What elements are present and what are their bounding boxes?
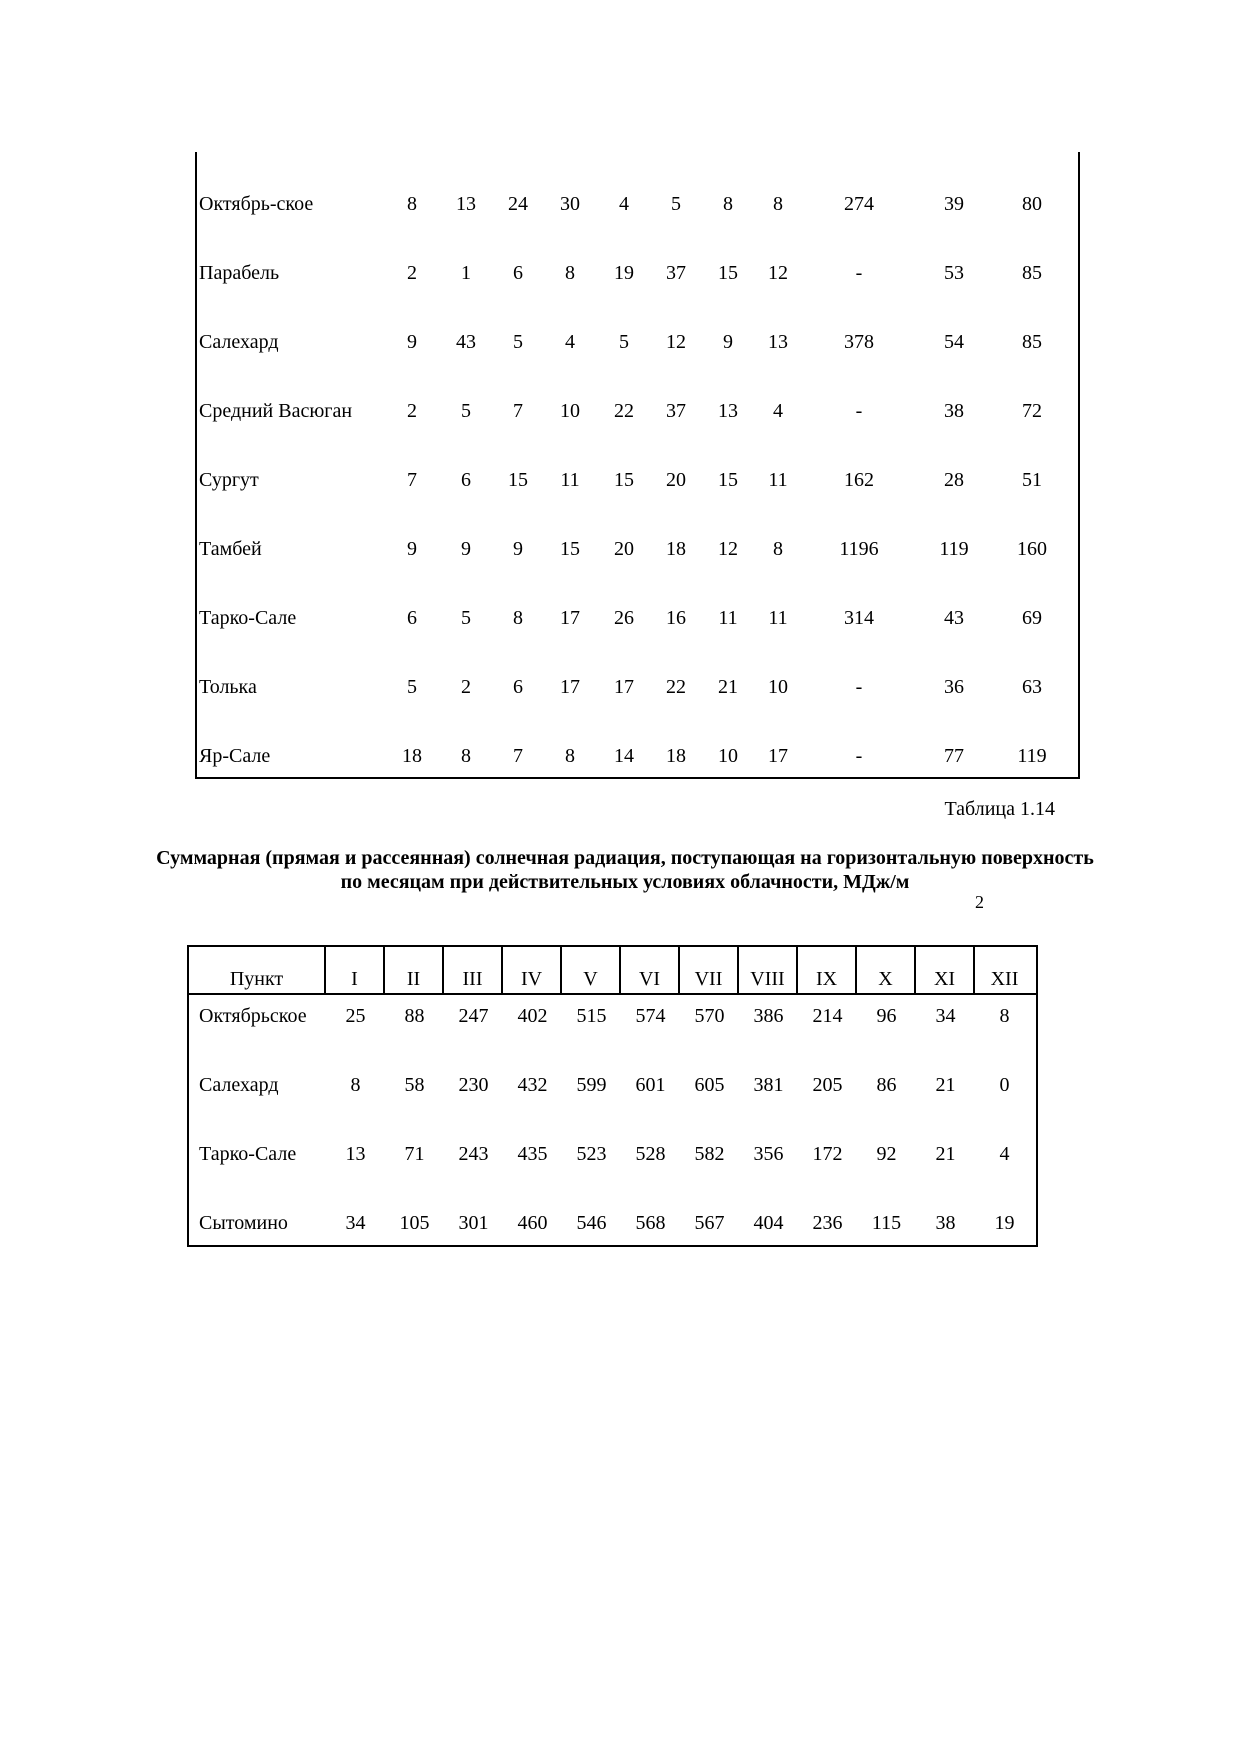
table-row xyxy=(197,598,1078,638)
table-cell: 20 xyxy=(666,469,686,491)
table-cell: 7 xyxy=(407,469,417,491)
table-cell: 236 xyxy=(812,1212,843,1234)
station-name: Сытомино xyxy=(199,1212,288,1234)
table-cell: 24 xyxy=(508,193,528,215)
table-cell: 34 xyxy=(345,1212,366,1234)
table-cell: 172 xyxy=(812,1143,843,1165)
table-cell: 9 xyxy=(407,538,417,560)
table-cell: 34 xyxy=(935,1005,956,1027)
table-cell: 80 xyxy=(1022,193,1042,215)
header-month: III xyxy=(444,947,503,993)
table-row xyxy=(197,460,1078,500)
table-cell: 12 xyxy=(768,262,788,284)
table-cell: 39 xyxy=(944,193,964,215)
table-cell: 88 xyxy=(404,1005,425,1027)
station-name: Толька xyxy=(199,676,257,698)
table-cell: 160 xyxy=(1017,538,1047,560)
table-cell: 25 xyxy=(345,1005,366,1027)
table-cell: 15 xyxy=(614,469,634,491)
table-cell: 17 xyxy=(560,676,580,698)
table-cell: 5 xyxy=(461,400,471,422)
table-cell: 214 xyxy=(812,1005,843,1027)
station-name: Тамбей xyxy=(199,538,262,560)
table-cell: 53 xyxy=(944,262,964,284)
table-cell: 85 xyxy=(1022,262,1042,284)
table-cell: 8 xyxy=(723,193,733,215)
table-cell: 30 xyxy=(560,193,580,215)
table-cell: 18 xyxy=(666,538,686,560)
table-cell: 21 xyxy=(935,1074,956,1096)
table-cell: 12 xyxy=(718,538,738,560)
table-cell: 43 xyxy=(456,331,476,353)
table-cell: 568 xyxy=(635,1212,666,1234)
table-cell: 1196 xyxy=(839,538,879,560)
table-cell: 247 xyxy=(458,1005,489,1027)
table-cell: 51 xyxy=(1022,469,1042,491)
table-cell: 36 xyxy=(944,676,964,698)
table-cell: 1 xyxy=(461,262,471,284)
table-cell: 8 xyxy=(773,193,783,215)
table-cell: 546 xyxy=(576,1212,607,1234)
table-cell: 37 xyxy=(666,400,686,422)
table-cell: 8 xyxy=(999,1005,1010,1027)
header-month: XII xyxy=(990,968,1019,990)
table-cell: - xyxy=(855,262,863,284)
header-month: II xyxy=(385,947,444,993)
station-name: Средний Васюган xyxy=(199,400,353,422)
table-cell: 582 xyxy=(694,1143,725,1165)
table-cell: 243 xyxy=(458,1143,489,1165)
table-cell: 7 xyxy=(513,400,523,422)
table-cell: 38 xyxy=(935,1212,956,1234)
table-cell: 13 xyxy=(768,331,788,353)
table-cell: 314 xyxy=(844,607,874,629)
table-cell: 26 xyxy=(614,607,634,629)
table-cell: 17 xyxy=(768,745,788,767)
table-cell: 20 xyxy=(614,538,634,560)
station-name: Салехард xyxy=(199,331,279,353)
table-cell: 8 xyxy=(565,262,575,284)
table-cell: 404 xyxy=(753,1212,784,1234)
header-month: VI xyxy=(621,947,680,993)
table-cell: 599 xyxy=(576,1074,607,1096)
header-station: Пункт xyxy=(189,947,326,993)
table-cell: 5 xyxy=(671,193,681,215)
table-row xyxy=(189,1134,1036,1174)
table-cell: 16 xyxy=(666,607,686,629)
table-cell: 77 xyxy=(944,745,964,767)
table-cell: 162 xyxy=(844,469,874,491)
table-cell: 4 xyxy=(999,1143,1010,1165)
table-row xyxy=(189,1203,1036,1243)
table-cell: 230 xyxy=(458,1074,489,1096)
table-cell: 378 xyxy=(844,331,874,353)
table-cell: 5 xyxy=(513,331,523,353)
table-cell: 21 xyxy=(718,676,738,698)
table-cell: 13 xyxy=(718,400,738,422)
table-cell: 2 xyxy=(407,262,417,284)
table-cell: 8 xyxy=(461,745,471,767)
table-cell: 5 xyxy=(619,331,629,353)
table-cell: 9 xyxy=(461,538,471,560)
table-cell: 28 xyxy=(944,469,964,491)
station-name: Парабель xyxy=(199,262,280,284)
table-cell: 119 xyxy=(1017,745,1047,767)
table-cell: 43 xyxy=(944,607,964,629)
table-cell: 12 xyxy=(666,331,686,353)
header-month: V xyxy=(562,947,621,993)
table-row xyxy=(197,322,1078,362)
header-month: IX xyxy=(798,947,857,993)
table-cell: 19 xyxy=(994,1212,1015,1234)
table-cell: 570 xyxy=(694,1005,725,1027)
table-cell: 6 xyxy=(513,676,523,698)
table-cell: 17 xyxy=(614,676,634,698)
table-cell: 69 xyxy=(1022,607,1042,629)
table-cell: - xyxy=(855,400,863,422)
header-month: IV xyxy=(503,947,562,993)
table-cell: 92 xyxy=(876,1143,897,1165)
table-cell: 10 xyxy=(768,676,788,698)
table-cell: 8 xyxy=(513,607,523,629)
table-cell: 432 xyxy=(517,1074,548,1096)
station-name: Тарко-Сале xyxy=(199,1143,297,1165)
table-cell: 301 xyxy=(458,1212,489,1234)
table-cell: 37 xyxy=(666,262,686,284)
table-cell: 4 xyxy=(565,331,575,353)
table-cell: 528 xyxy=(635,1143,666,1165)
table-row xyxy=(197,253,1078,293)
table-cell: 21 xyxy=(935,1143,956,1165)
table-cell: 356 xyxy=(753,1143,784,1165)
header-month: I xyxy=(326,947,385,993)
station-name: Сургут xyxy=(199,469,259,491)
station-name: Октябрьское xyxy=(199,1005,307,1027)
table-bottom-border xyxy=(195,777,1080,779)
station-name: Яр-Сале xyxy=(199,745,271,767)
table-cell: 8 xyxy=(407,193,417,215)
table-cell: 515 xyxy=(576,1005,607,1027)
table-cell: 86 xyxy=(876,1074,897,1096)
table-cell: 574 xyxy=(635,1005,666,1027)
table-cell: 15 xyxy=(718,262,738,284)
table-cell: 19 xyxy=(614,262,634,284)
station-name: Салехард xyxy=(199,1074,279,1096)
table-cell: 4 xyxy=(773,400,783,422)
header-month: VII xyxy=(680,947,739,993)
table-cell: - xyxy=(855,676,863,698)
table-cell: 13 xyxy=(345,1143,366,1165)
solar-radiation-table xyxy=(187,945,1038,1247)
table-cell: 96 xyxy=(876,1005,897,1027)
table-cell: 115 xyxy=(871,1212,902,1234)
table-row xyxy=(197,391,1078,431)
table-cell: 18 xyxy=(666,745,686,767)
table-cell: 15 xyxy=(560,538,580,560)
table-cell: 4 xyxy=(619,193,629,215)
table-cell: 13 xyxy=(456,193,476,215)
table-row xyxy=(189,1065,1036,1105)
table-row xyxy=(197,184,1078,224)
table-cell: 22 xyxy=(614,400,634,422)
station-name: Октябрь-ское xyxy=(199,193,314,215)
table-cell: 105 xyxy=(399,1212,430,1234)
table-cell: 11 xyxy=(768,607,788,629)
table-cell: 119 xyxy=(939,538,969,560)
table-cell: 386 xyxy=(753,1005,784,1027)
table-cell: 17 xyxy=(560,607,580,629)
table-row xyxy=(197,529,1078,569)
table-cell: 10 xyxy=(560,400,580,422)
table-cell: 63 xyxy=(1022,676,1042,698)
table-cell: 9 xyxy=(513,538,523,560)
table-cell: 15 xyxy=(718,469,738,491)
table-cell: - xyxy=(855,745,863,767)
table-cell: 15 xyxy=(508,469,528,491)
table-cell: 6 xyxy=(513,262,523,284)
table-cell: 8 xyxy=(565,745,575,767)
table-cell: 5 xyxy=(407,676,417,698)
table-title: Суммарная (прямая и рассеянная) солнечная радиация, поступающая на горизонтальную поверхность по месяцам при действительных условиях облачности, МДж/м xyxy=(156,847,1094,893)
table-cell: 85 xyxy=(1022,331,1042,353)
table-cell: 9 xyxy=(723,331,733,353)
climate-table-continuation xyxy=(195,152,1080,777)
table-title-superscript: 2 xyxy=(975,892,984,912)
table-cell: 2 xyxy=(461,676,471,698)
table-cell: 71 xyxy=(404,1143,425,1165)
table-cell: 601 xyxy=(635,1074,666,1096)
station-name: Тарко-Сале xyxy=(199,607,297,629)
table-cell: 5 xyxy=(461,607,471,629)
table-cell: 58 xyxy=(404,1074,425,1096)
table-cell: 381 xyxy=(753,1074,784,1096)
table-cell: 6 xyxy=(461,469,471,491)
table-cell: 605 xyxy=(694,1074,725,1096)
table-cell: 523 xyxy=(576,1143,607,1165)
table-cell: 6 xyxy=(407,607,417,629)
table-cell: 402 xyxy=(517,1005,548,1027)
table-cell: 9 xyxy=(407,331,417,353)
table-cell: 72 xyxy=(1022,400,1042,422)
table-cell: 205 xyxy=(812,1074,843,1096)
table-cell: 22 xyxy=(666,676,686,698)
table-cell: 38 xyxy=(944,400,964,422)
table-cell: 8 xyxy=(773,538,783,560)
table-row xyxy=(189,996,1036,1036)
table-header-row xyxy=(189,947,1036,995)
table-cell: 2 xyxy=(407,400,417,422)
table-cell: 8 xyxy=(350,1074,361,1096)
table-cell: 14 xyxy=(614,745,634,767)
table-cell: 11 xyxy=(560,469,580,491)
header-month: XI xyxy=(916,947,975,993)
table-cell: 11 xyxy=(718,607,738,629)
table-cell: 11 xyxy=(768,469,788,491)
table-cell: 18 xyxy=(402,745,422,767)
table-cell: 567 xyxy=(694,1212,725,1234)
table-row xyxy=(197,667,1078,707)
table-cell: 54 xyxy=(944,331,964,353)
table-row xyxy=(197,736,1078,776)
header-month: VIII xyxy=(739,947,798,993)
table-cell: 435 xyxy=(517,1143,548,1165)
table-cell: 10 xyxy=(718,745,738,767)
table-cell: 7 xyxy=(513,745,523,767)
table-number: Таблица 1.14 xyxy=(944,798,1055,820)
table-cell: 460 xyxy=(517,1212,548,1234)
table-cell: 274 xyxy=(844,193,874,215)
table-cell: 0 xyxy=(999,1074,1010,1096)
header-month: X xyxy=(857,947,916,993)
